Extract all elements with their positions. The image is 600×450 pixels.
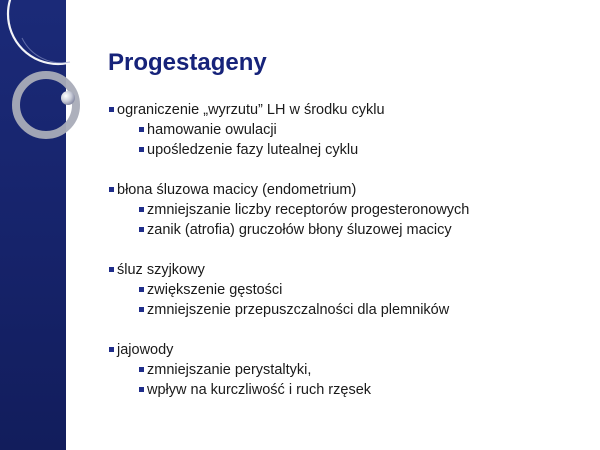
square-bullet-icon xyxy=(109,187,114,192)
square-bullet-icon xyxy=(139,207,144,212)
square-bullet-icon xyxy=(139,147,144,152)
group-lh-surge xyxy=(108,100,588,160)
list-item xyxy=(108,260,588,280)
item-text: jajowody xyxy=(117,342,174,358)
group-cervical-mucus xyxy=(108,260,588,320)
sub-item-text: wpływ na kurczliwość i ruch rzęsek xyxy=(147,382,372,398)
sub-item-text: zmniejszanie liczby receptorów progesteronowych xyxy=(147,202,470,218)
list-item xyxy=(108,100,588,120)
list-item xyxy=(108,340,588,360)
sub-item-text: zmniejszanie perystaltyki, xyxy=(147,362,312,378)
sub-list-item xyxy=(108,200,588,220)
square-bullet-icon xyxy=(139,367,144,372)
decorative-arc-soft xyxy=(22,38,70,63)
bullet-list xyxy=(108,100,588,420)
sub-list-item xyxy=(108,280,588,300)
item-text: ograniczenie „wyrzutu” LH w środku cyklu xyxy=(117,102,385,118)
sub-list-item xyxy=(108,300,588,320)
list-item xyxy=(108,180,588,200)
sub-item-text: zmniejszenie przepuszczalności dla plemników xyxy=(147,302,450,318)
item-text: śluz szyjkowy xyxy=(117,262,205,278)
sub-list-item xyxy=(108,140,588,160)
square-bullet-icon xyxy=(139,387,144,392)
sub-item-text: zwiększenie gęstości xyxy=(147,282,283,298)
square-bullet-icon xyxy=(109,347,114,352)
sub-list-item xyxy=(108,220,588,240)
square-bullet-icon xyxy=(109,267,114,272)
square-bullet-icon xyxy=(139,287,144,292)
sub-list-item xyxy=(108,360,588,380)
slide-title: Progestageny xyxy=(108,49,267,76)
decorative-ring-thick xyxy=(16,75,76,135)
sub-list-item xyxy=(108,120,588,140)
decorative-ring-large xyxy=(8,0,108,64)
group-fallopian-tubes xyxy=(108,340,588,400)
square-bullet-icon xyxy=(139,307,144,312)
sub-list-item xyxy=(108,380,588,400)
sub-item-text: zanik (atrofia) gruczołów błony śluzowej macicy xyxy=(147,222,452,238)
sub-item-text: upośledzenie fazy lutealnej cyklu xyxy=(147,142,359,158)
decorative-rings-graphic xyxy=(0,0,120,160)
sub-item-text: hamowanie owulacji xyxy=(147,122,277,138)
item-text: błona śluzowa macicy (endometrium) xyxy=(117,182,357,198)
square-bullet-icon xyxy=(139,127,144,132)
group-endometrium xyxy=(108,180,588,240)
square-bullet-icon xyxy=(139,227,144,232)
decorative-orb xyxy=(61,91,75,105)
square-bullet-icon xyxy=(109,107,114,112)
